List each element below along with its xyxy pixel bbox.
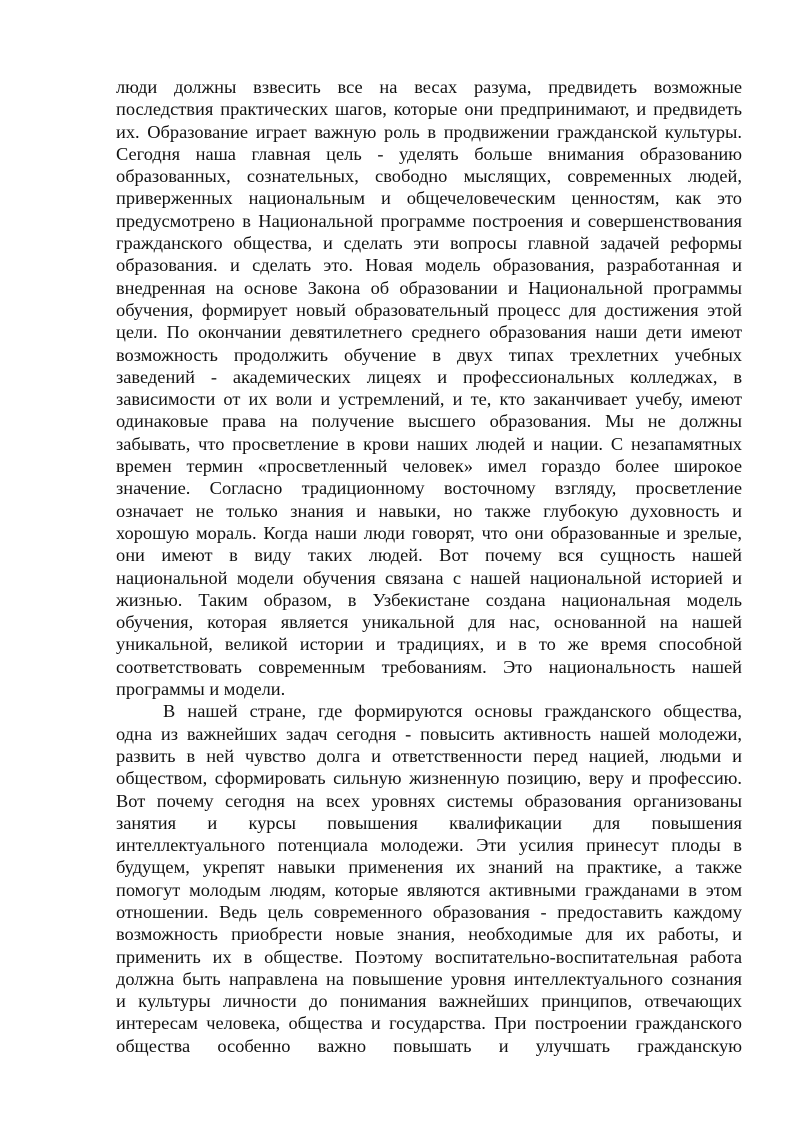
text-line: образования. и сделать это. Новая модель образования, разработанная и	[116, 255, 742, 276]
text-line: Вот почему сегодня на всех уровнях системы образования организованы	[116, 790, 742, 811]
text-line: возможность продолжить обучение в двух типах трехлетних учебных	[116, 344, 742, 365]
body-text	[116, 76, 742, 1057]
text-line: применить их в обществе. Поэтому воспитательно-воспитательная работа	[116, 946, 742, 967]
text-line: должна быть направлена на повышение уровня интеллектуального сознания	[116, 968, 742, 989]
text-line: хорошую мораль. Когда наши люди говорят, что они образованные и зрелые,	[116, 522, 742, 543]
text-line: национальной модели обучения связана с нашей национальной историей и	[116, 567, 742, 588]
text-line: обучения, формирует новый образовательный процесс для достижения этой	[116, 299, 742, 320]
text-line: жизнью. Таким образом, в Узбекистане создана национальная модель	[116, 589, 742, 610]
text-line: люди должны взвесить все на весах разума, предвидеть возможные	[116, 77, 742, 97]
text-line: гражданского общества, и сделать эти вопросы главной задачей реформы	[116, 233, 742, 254]
text-line: занятия и курсы повышения квалификации для повышения	[116, 812, 742, 833]
text-line: одинаковые права на получение высшего образования. Мы не должны	[116, 411, 742, 432]
text-line: соответствовать современным требованиям. Это национальность нашей	[116, 656, 742, 677]
text-line: программы и модели.	[116, 679, 286, 700]
text-line: обществом, сформировать сильную жизненную позицию, веру и профессию.	[116, 768, 742, 789]
text-line: отношении. Ведь цель современного образования - предоставить каждому	[116, 901, 742, 922]
text-line: и культуры личности до понимания важнейших принципов, отвечающих	[116, 991, 742, 1012]
text-line: последствия практических шагов, которые они предпринимают, и предвидеть	[116, 99, 742, 120]
text-line: цели. По окончании девятилетнего среднего образования наши дети имеют	[116, 322, 742, 343]
text-line: времен термин «просветленный человек» имел гораздо более широкое	[116, 456, 742, 477]
text-line: внедренная на основе Закона об образовании и Национальной программы	[116, 277, 742, 298]
paragraph-2	[116, 700, 742, 1057]
paragraph-1	[116, 76, 742, 700]
text-line: забывать, что просветление в крови наших людей и нации. С незапамятных	[116, 433, 742, 454]
text-line: приверженных национальным и общечеловеческим ценностям, как это	[116, 188, 742, 209]
text-line: значение. Согласно традиционному восточному взгляду, просветление	[116, 478, 742, 499]
text-line: их. Образование играет важную роль в продвижении гражданской культуры.	[116, 121, 742, 142]
text-line: зависимости от их воли и устремлений, и те, кто заканчивает учебу, имеют	[116, 389, 742, 410]
text-line: предусмотрено в Национальной программе построения и совершенствования	[116, 210, 742, 231]
text-line: помогут молодым людям, которые являются активными гражданами в этом	[116, 879, 742, 900]
text-line: В нашей стране, где формируются основы гражданского общества,	[163, 701, 742, 722]
text-line: уникальной, великой истории и традициях, и в то же время способной	[116, 634, 742, 655]
text-line: развить в ней чувство долга и ответственности перед нацией, людьми и	[116, 745, 742, 766]
text-line: интеллектуального потенциала молодежи. Эти усилия принесут плоды в	[116, 835, 742, 856]
text-line: общества особенно важно повышать и улучшать гражданскую	[116, 1035, 742, 1056]
text-line: означает не только знания и навыки, но также глубокую духовность и	[116, 500, 742, 521]
text-line: они имеют в виду таких людей. Вот почему вся сущность нашей	[116, 545, 742, 566]
text-line: обучения, которая является уникальной для нас, основанной на нашей	[116, 612, 742, 633]
text-line: возможность приобрести новые знания, необходимые для их работы, и	[116, 924, 742, 945]
text-line: Сегодня наша главная цель - уделять больше внимания образованию	[116, 143, 742, 164]
text-line: образованных, сознательных, свободно мыслящих, современных людей,	[116, 166, 742, 187]
text-line: заведений - академических лицеях и профессиональных колледжах, в	[116, 366, 742, 387]
text-line: одна из важнейших задач сегодня - повысить активность нашей молодежи,	[116, 723, 742, 744]
text-line: интересам человека, общества и государства. При построении гражданского	[116, 1013, 742, 1034]
text-line: будущем, укрепят навыки применения их знаний на практике, а также	[116, 857, 742, 878]
